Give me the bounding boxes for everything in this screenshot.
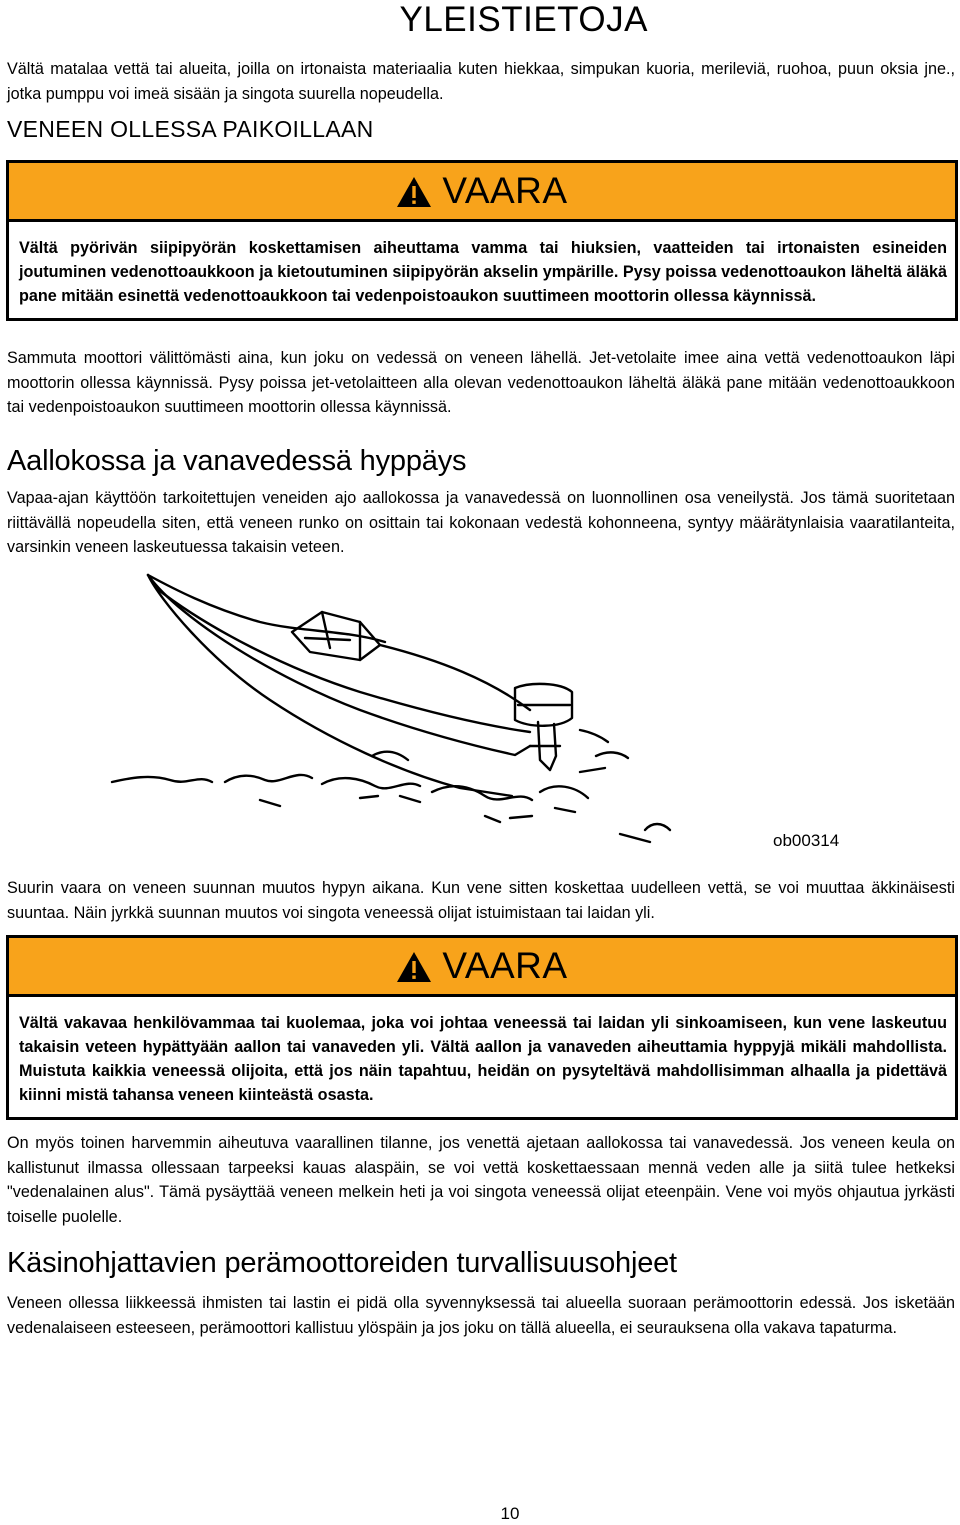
section-tiller-title: Käsinohjattavien perämoottoreiden turvallisuusohjeet — [7, 1247, 677, 1279]
figure-code: ob00314 — [773, 831, 840, 850]
waves-paragraph-2: Suurin vaara on veneen suunnan muutos hypyn aikana. Kun vene sitten koskettaa uudelleen vettä, se voi muuttaa äkkinäisesti suuntaa. Näin jyrkkä suunnan muutos voi singota veneessä olijat istuimistaan tai laidan yli. — [7, 879, 955, 922]
warning-header — [9, 938, 955, 997]
intro-paragraph: Vältä matalaa vettä tai alueita, joilla on irtonaista materiaalia kuten hiekkaa, simpukan kuoria, merileviä, ruohoa, puun oksia jne., jotka pumppu voi imeä sisään ja singota suurella nopeudella. — [7, 60, 955, 103]
section-stationary-title: VENEEN OLLESSA PAIKOILLAAN — [7, 116, 374, 142]
tiller-paragraph: Veneen ollessa liikkeessä ihmisten tai lastin ei pidä olla syvennyksessä tai alueella suoraan perämoottorin edessä. Jos isketään vedenalaiseen esteeseen, perämoottori kallistuu ylöspäin ja jos joku on tällä alueella, ei seurauksena olla vakava tapaturma. — [7, 1294, 955, 1337]
stationary-paragraph: Sammuta moottori välittömästi aina, kun joku on vedessä on veneen lähellä. Jet-vetolaite imee aina vettä vedenottoaukon läpi moottorin ollessa käynnissä. Pysy poissa jet-vetolaitteen alla olevan vedenottoaukon läheltä äläkä pane mitään vedenottoaukkoon tai vedenpoistoaukon suuttimeen moottorin ollessa käynnissä. — [7, 349, 955, 416]
section-waves-title: Aallokossa ja vanavedessä hyppäys — [7, 445, 467, 477]
warning-box-jump — [6, 935, 958, 1120]
warning-triangle-icon — [396, 951, 432, 983]
waves-paragraph-3: On myös toinen harvemmin aiheutuva vaarallinen tilanne, jos venettä ajetaan aallokossa tai vanavedessä. Jos veneen keula on kallistunut ilmassa ollessaan tarpeeksi kauas alaspäin, se voi vettä koskettaessaan mennä veden alle ja siitä tulee hetkeksi "vedenalainen alus". Tämä pysäyttää veneen melkein heti ja voi singota veneessä olijat eteenpäin. Vene voi myös ohjautua jyrkästi toiselle puolelle. — [7, 1134, 955, 1226]
waves-paragraph: Vapaa-ajan käyttöön tarkoitettujen veneiden ajo aallokossa ja vanavedessä on luonnollinen osa veneilystä. Jos tämä suoritetaan riittävällä nopeudella siten, että veneen runko on osittain tai kokonaan vedestä kohonneena, syntyy määrätynlaisia vaaratilanteita, varsinkin veneen laskeutuessa takaisin veteen. — [7, 489, 955, 556]
boat-jumping-illustration — [60, 560, 680, 860]
warning-label: VAARA — [442, 170, 568, 211]
warning-text: Vältä pyörivän siipipyörän koskettamisen aiheuttama vamma tai hiuksien, vaatteiden tai irtonaisten esineiden joutuminen vedenottoaukkoon ja kietoutuminen siipipyörän akselin ympärille. Pysy poissa vedenottoaukon läheltä äläkä pane mitään esinettä vedenottoaukkoon tai vedenpoistoaukon suuttimeen moottorin ollessa käynnissä. — [19, 239, 947, 305]
warning-box-impeller — [6, 160, 958, 321]
page-number: 10 — [500, 1504, 520, 1523]
warning-text: Vältä vakavaa henkilövammaa tai kuolemaa, joka voi johtaa veneessä tai laidan yli sinkoamiseen, kun vene laskeutuu takaisin veteen hypättyään aallon tai vanaveden yli. Vältä aallon ja vanaveden aiheuttamia hyppyjä mikäli mahdollista. Muistuta kaikkia veneessä olijoita, että jos näin tapahtuu, heidän on pysyteltävä mahdollisimman alhaalla ja pidettävä kiinni mistä tahansa veneen kiinteästä osasta. — [19, 1014, 947, 1104]
page-title: YLEISTIETOJA — [399, 0, 648, 39]
warning-triangle-icon — [396, 176, 432, 208]
warning-header — [9, 163, 955, 222]
warning-label: VAARA — [442, 945, 568, 986]
